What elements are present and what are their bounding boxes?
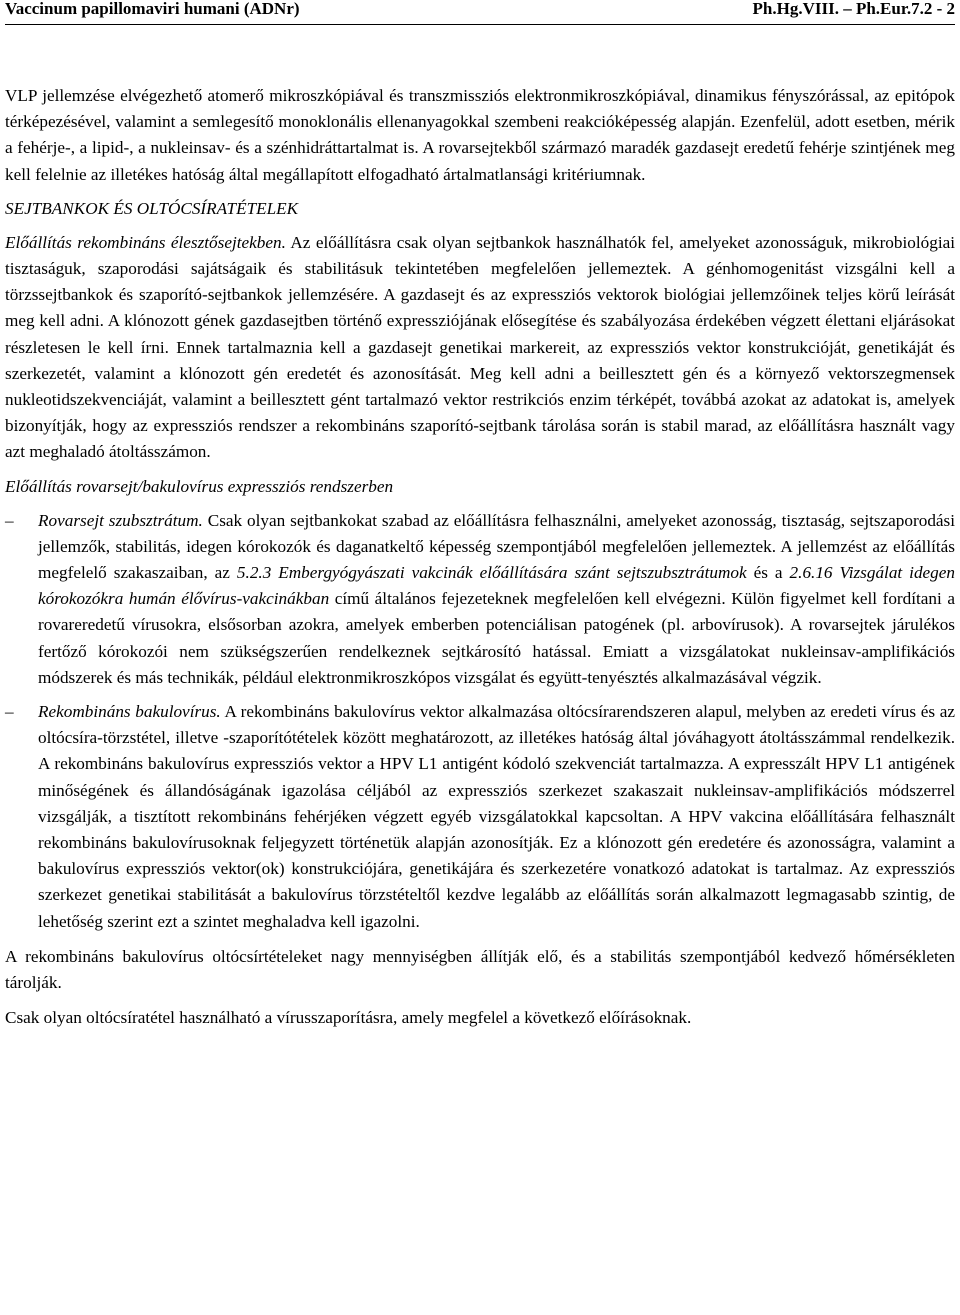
insect-cell-lead: Rovarsejt szubsztrátum. <box>38 510 203 530</box>
header-reference: Ph.Hg.VIII. – Ph.Eur.7.2 - 2 <box>752 0 955 18</box>
subsection-heading: Előállítás rovarsejt/bakulovírus expressziós rendszerben <box>5 476 394 496</box>
insect-cell-text-c: című általános fejezeteknek megfelelően kell elvégezni. Külön figyelmet kell fordítani a rovareredetű vírusokra, elsősorban azokra, amelyek emberben potenciálisan patogének (pl. arbovírusok). A rovarsejtek járulékos fertőző kórokozói nem szükségszerűen rendelkeznek sejtkárosító hatással. Emiatt a vizsgálatokat nukleinsav-amplifikációs módszerek és más technikák, például elektronmikroszkópos vizsgálat és együtt-tenyésztés alkalmazásával végzik. <box>38 589 955 687</box>
baculovirus-lead: Rekombináns bakulovírus. <box>38 702 221 722</box>
baculovirus-text: A rekombináns bakulovírus vektor alkalmazása oltócsírarendszeren alapul, melyben az eredeti vírus és az oltócsíra-törzstétel, illetve -szaporítótételek között meghatározott, az illetékes hatóság által jóváhagyott átoltásszámmal rendelkezik. A rekombináns bakulovírus expressziós vektor a HPV L1 antigént kódoló szekvenciát tartalmazza. A expresszált HPV L1 antigének minőségének és állandóságának igazolása céljából az expressziós szerkezet szakaszait nukleinsav-amplifikációs módszerrel vizsgálják, a tisztított rekombináns fehérjéken végzett egyéb vizsgálatokkal kapcsoltan. A HPV vakcina előállítására felhasznált rekombináns bakulovírusoknak feljegyzett történetük alapján azonosítják. Ez a klónozott gén eredetére és azonosságra, valamint a bakulovírus expressziós vektor(ok) konstrukciójára, genetikájára és szerkezetére vonatkozó adatokat is tartalmaz. Az expressziós szerkezet genetikai stabilitását a bakulovírus törzstételtől kezdve legalább az előállítás során alkalmazott legmagasabb szintig, de lehetőség szerint ezt a szintet meghaladva kell igazolni. <box>38 702 955 931</box>
insect-cell-paragraph <box>38 508 955 691</box>
closing-paragraph: Csak olyan oltócsíratétel használható a vírusszaporításra, amely megfelel a következő előírásoknak. <box>5 1008 692 1028</box>
cell-bank-lead: Előállítás rekombináns élesztősejtekben. <box>5 232 286 252</box>
insect-cell-text-b: és a <box>746 563 790 583</box>
header-title: Vaccinum papillomaviri humani (ADNr) <box>5 0 300 18</box>
list-item <box>5 699 955 935</box>
cell-bank-paragraph <box>5 230 955 466</box>
intro-paragraph: VLP jellemzése elvégezhető atomerő mikroszkópiával és transzmissziós elektronmikroszkópiával, dinamikus fényszórással, az epitópok térképezésével, valamint a semlegesítő monoklonális ellenanyagokkal szembeni reakcióképesség alapján. Ezenfelül, adott esetben, mérik a fehérje-, a lipid-, a nukleinsav- és a szénhidráttartalmat is. A rovarsejtekből származó maradék gazdasejt eredetű fehérje szintjének meg kell felelnie az illetékes hatóság által megállapított elfogadható ártalmatlansági kritériumnak. <box>5 86 955 184</box>
insect-cell-text-a: Csak olyan sejtbankokat szabad az előállításra felhasználni, amelyeket azonosság, tisztaság, sejtszaporodási jellemzők, stabilitás, idegen kórokozók és daganatkeltő képesség szempontjából megfelelően jellemeztek. A jellemzést az előállítás megfelelő szakaszaiban, az <box>38 510 956 583</box>
section-heading: SEJTBANKOK ÉS OLTÓCSÍRATÉTELEK <box>5 198 299 218</box>
storage-paragraph: A rekombináns bakulovírus oltócsírtételeket nagy mennyiségben állítják elő, és a stabilitás szempontjából kedvező hőmérsékleten tárolják. <box>5 946 955 993</box>
baculovirus-paragraph <box>38 699 955 935</box>
list-dash: – <box>5 702 14 722</box>
chapter-reference-1: 5.2.3 Embergyógyászati vakcinák előállítására szánt sejtszubsztrátumok <box>236 563 747 583</box>
header-rule <box>5 24 955 25</box>
cell-bank-text: Az előállításra csak olyan sejtbankok használhatók fel, amelyeket azonosságuk, mikrobiológiai tisztaságuk, szaporodási sajátságaik és stabilitásuk tekintetében megfelelően jellemeztek. A génhomogenitást vizsgálni kell a törzssejtbankok és szaporító-sejtbankok jellemzésére. A gazdasejt és az expressziós vektorok biológiai jellemzőinek teljes körű leírását meg kell adni. A klónozott gének gazdasejtben történő expressziójának elősegítése és szabályozása érdekében végzett élettani eljárásokat részletesen le kell írni. Ennek tartalmaznia kell a gazdasejt genetikai markereit, az expressziós vektor konstrukcióját, genetikáját és szerkezetét, valamint a klónozott gén eredetét és azonosítását. Meg kell adni a beillesztett gén és a környező vektorszegmensek nukleotidszekvenciáját, valamint a beillesztett gént tartalmazó vektor restrikciós enzim térképét, továbbá azokat az adatokat is, amelyek bizonyítják, hogy az expressziós rendszer a rekombináns szaporító-sejtbank tárolása során is stabil marad, az előállításra használt vagy azt meghaladó átoltásszámon. <box>5 232 955 462</box>
page-header <box>5 0 955 22</box>
chapter-reference-2: 2.6.16 Vizsgálat idegen kórokozókra humán élővírus-vakcinákban <box>38 563 955 609</box>
list-dash: – <box>5 510 14 530</box>
document-page <box>5 0 955 1032</box>
list-item <box>5 508 955 691</box>
